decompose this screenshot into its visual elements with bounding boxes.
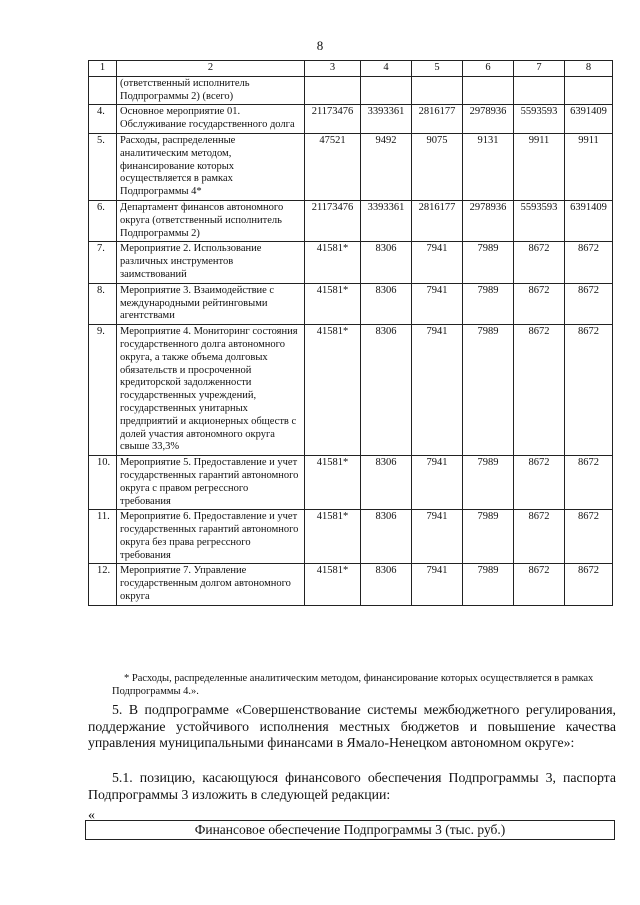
page-number: 8 [316, 38, 324, 53]
row-value: 9911 [514, 133, 565, 200]
table-row [89, 564, 613, 605]
column-header: 6 [463, 61, 514, 77]
row-number: 8. [89, 283, 117, 324]
table-footnote: * Расходы, распределенные аналитическим методом, финансирование которых осуществляется в рамках Подпрограммы 4.». [112, 673, 594, 697]
row-name: (ответственный исполнитель Подпрограммы 2) (всего) [117, 76, 305, 105]
row-name: Мероприятие 7. Управление государственным долгом автономного округа [117, 564, 305, 605]
row-value: 9492 [361, 133, 412, 200]
row-value: 8672 [514, 325, 565, 456]
table-row [89, 105, 613, 134]
row-name: Мероприятие 6. Предоставление и учет государственных гарантий автономного округа без права регрессного требования [117, 510, 305, 564]
row-value [463, 76, 514, 105]
opening-quote-mark: « [88, 808, 95, 823]
row-value: 8672 [565, 456, 613, 510]
table-row [89, 283, 613, 324]
table-row [89, 200, 613, 241]
table-row [89, 510, 613, 564]
row-value: 8672 [565, 283, 613, 324]
row-value: 41581* [305, 456, 361, 510]
row-value: 8306 [361, 325, 412, 456]
row-value [565, 76, 613, 105]
table-row [89, 456, 613, 510]
row-value: 7941 [412, 283, 463, 324]
row-value: 8672 [565, 510, 613, 564]
row-value: 8672 [565, 325, 613, 456]
row-value: 41581* [305, 242, 361, 283]
column-header: 1 [89, 61, 117, 77]
row-value: 8672 [514, 283, 565, 324]
row-value: 41581* [305, 564, 361, 605]
table-row [89, 325, 613, 456]
row-value: 9075 [412, 133, 463, 200]
row-value: 2978936 [463, 105, 514, 134]
subprogram-financing-header: Финансовое обеспечение Подпрограммы 3 (тыс. руб.) [85, 820, 615, 840]
row-value: 8672 [565, 242, 613, 283]
row-name: Расходы, распределенные аналитическим методом, финансирование которых осуществляется в рамках Подпрограммы 4* [117, 133, 305, 200]
financing-table [88, 60, 613, 606]
row-value: 7941 [412, 242, 463, 283]
row-value: 8672 [514, 242, 565, 283]
row-number: 10. [89, 456, 117, 510]
row-value: 3393361 [361, 105, 412, 134]
row-number: 4. [89, 105, 117, 134]
row-value: 7941 [412, 325, 463, 456]
row-value: 7989 [463, 325, 514, 456]
row-value: 3393361 [361, 200, 412, 241]
row-value: 7941 [412, 456, 463, 510]
row-value: 8306 [361, 564, 412, 605]
row-value: 5593593 [514, 200, 565, 241]
row-value: 8306 [361, 242, 412, 283]
row-value: 8306 [361, 283, 412, 324]
row-value: 7941 [412, 510, 463, 564]
row-value: 41581* [305, 283, 361, 324]
table-row [89, 76, 613, 105]
row-value [361, 76, 412, 105]
row-value [514, 76, 565, 105]
row-value: 6391409 [565, 105, 613, 134]
row-name: Основное мероприятие 01. Обслуживание государственного долга [117, 105, 305, 134]
row-value: 7989 [463, 564, 514, 605]
row-value [412, 76, 463, 105]
row-value: 7941 [412, 564, 463, 605]
row-number: 7. [89, 242, 117, 283]
row-value: 41581* [305, 510, 361, 564]
row-number: 9. [89, 325, 117, 456]
row-name: Мероприятие 3. Взаимодействие с международными рейтинговыми агентствами [117, 283, 305, 324]
row-value: 7989 [463, 456, 514, 510]
row-value: 21173476 [305, 200, 361, 241]
row-value: 2816177 [412, 200, 463, 241]
column-header: 4 [361, 61, 412, 77]
row-name: Мероприятие 2. Использование различных инструментов заимствований [117, 242, 305, 283]
row-number: 12. [89, 564, 117, 605]
column-header: 5 [412, 61, 463, 77]
row-value: 7989 [463, 283, 514, 324]
column-header: 8 [565, 61, 613, 77]
row-value: 9911 [565, 133, 613, 200]
row-value: 8672 [565, 564, 613, 605]
paragraph-5-1: 5.1. позицию, касающуюся финансового обеспечения Подпрограммы 3, паспорта Подпрограммы 3 изложить в следующей редакции: [88, 770, 616, 802]
paragraph-5: 5. В подпрограмме «Совершенствование системы межбюджетного регулирования, поддержание устойчивого исполнения местных бюджетов и повышение качества управления муниципальными финансами в Ямало-Ненецком автономном округе»: [88, 702, 616, 750]
row-value: 21173476 [305, 105, 361, 134]
row-number: 11. [89, 510, 117, 564]
row-value: 8306 [361, 510, 412, 564]
row-value: 8672 [514, 510, 565, 564]
table-row [89, 133, 613, 200]
row-number: 6. [89, 200, 117, 241]
row-name: Мероприятие 5. Предоставление и учет государственных гарантий автономного округа с правом регрессного требования [117, 456, 305, 510]
row-name: Департамент финансов автономного округа (ответственный исполнитель Подпрограммы 2) [117, 200, 305, 241]
row-value: 47521 [305, 133, 361, 200]
row-value: 5593593 [514, 105, 565, 134]
column-header: 2 [117, 61, 305, 77]
row-name: Мероприятие 4. Мониторинг состояния государственного долга автономного округа, а также объема долговых обязательств и просроченной кредиторской задолженности государственных учреждений, государственных унитарных предприятий и акционерных обществ с долей участия автономного округа свыше 33,3% [117, 325, 305, 456]
row-value: 8672 [514, 456, 565, 510]
row-value: 41581* [305, 325, 361, 456]
table-header-row [89, 61, 613, 77]
column-header: 3 [305, 61, 361, 77]
row-value: 7989 [463, 242, 514, 283]
table-row [89, 242, 613, 283]
row-value: 9131 [463, 133, 514, 200]
row-value: 8306 [361, 456, 412, 510]
row-number [89, 76, 117, 105]
column-header: 7 [514, 61, 565, 77]
row-value: 7989 [463, 510, 514, 564]
row-number: 5. [89, 133, 117, 200]
row-value [305, 76, 361, 105]
row-value: 2816177 [412, 105, 463, 134]
row-value: 2978936 [463, 200, 514, 241]
row-value: 6391409 [565, 200, 613, 241]
row-value: 8672 [514, 564, 565, 605]
